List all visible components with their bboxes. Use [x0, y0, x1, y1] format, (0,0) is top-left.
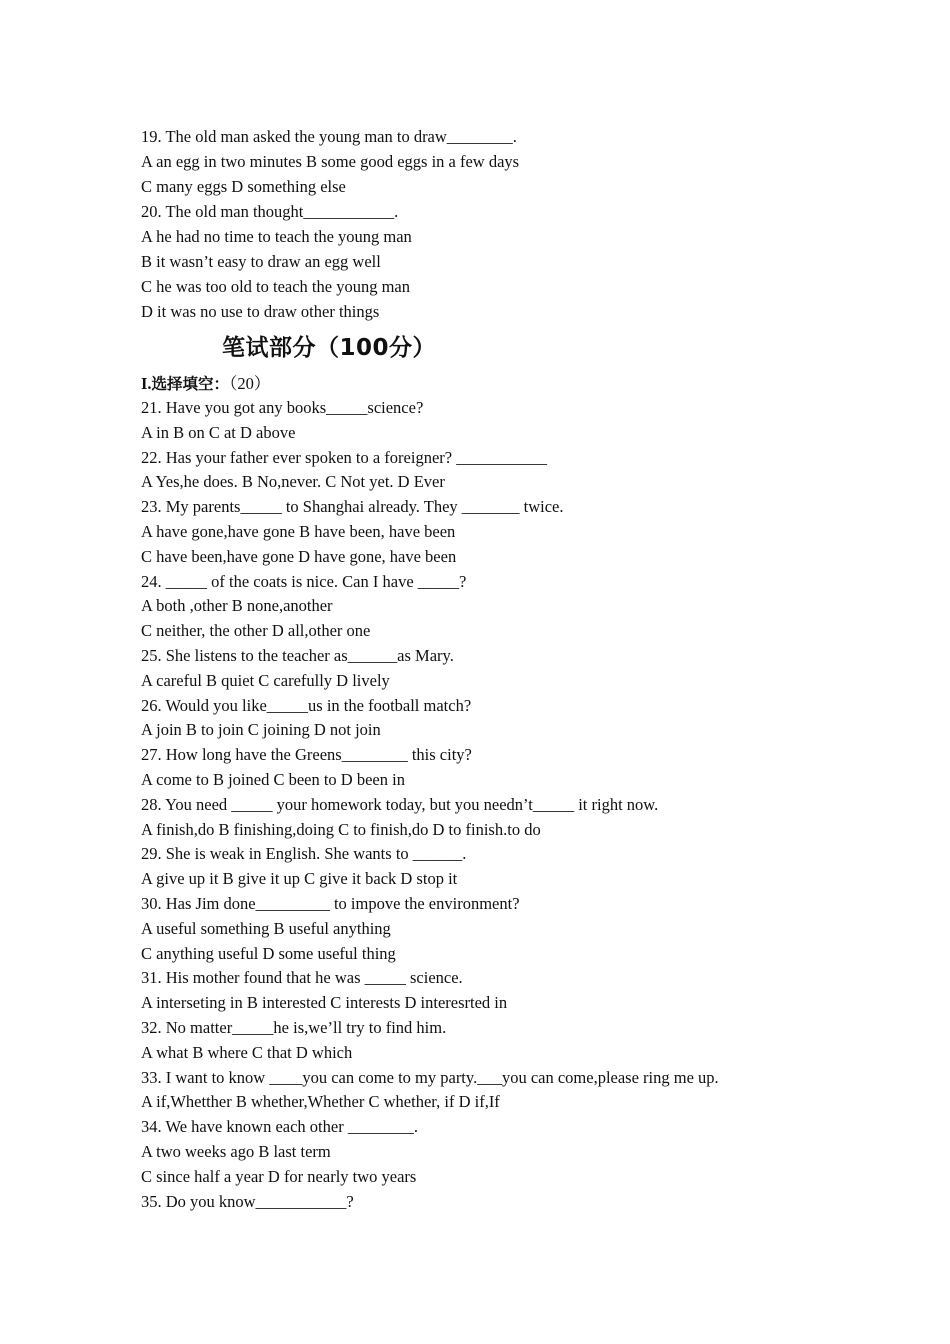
text-line: C neither, the other D all,other one: [141, 621, 371, 641]
text-line: 28. You need _____ your homework today, but you needn’t_____ it right now.: [141, 794, 659, 814]
text-line: C since half a year D for nearly two years: [141, 1166, 417, 1186]
text-line: A an egg in two minutes B some good eggs in a few days: [141, 152, 520, 171]
section-title-text: 选择填空：: [151, 375, 230, 393]
text-line: A in B on C at D above: [141, 422, 296, 442]
section-title: [141, 372, 901, 396]
text-line: A finish,do B finishing,doing C to finish,do D to finish.to do: [141, 819, 541, 839]
text-line: A two weeks ago B last term: [141, 1141, 331, 1161]
text-line: A he had no time to teach the young man: [141, 227, 412, 246]
text-line: C anything useful D some useful thing: [141, 943, 396, 963]
text-line: A if,Whetther B whether,Whether C whether, if D if,If: [141, 1092, 500, 1112]
text-line: C many eggs D something else: [141, 177, 346, 196]
text-line: 19. The old man asked the young man to draw________.: [141, 127, 517, 146]
text-line: A useful something B useful anything: [141, 918, 391, 938]
section-score: （20）: [229, 374, 271, 393]
text-line: C he was too old to teach the young man: [141, 277, 410, 296]
text-line: 30. Has Jim done_________ to impove the environment?: [141, 893, 520, 913]
text-line: 35. Do you know___________?: [141, 1191, 354, 1211]
text-line: 27. How long have the Greens________ this city?: [141, 745, 472, 765]
text-line: 23. My parents_____ to Shanghai already. They _______ twice.: [141, 497, 564, 517]
text-line: 20. The old man thought___________.: [141, 202, 399, 221]
text-line: 21. Have you got any books_____science?: [141, 398, 424, 417]
text-line: A join B to join C joining D not join: [141, 720, 381, 740]
document-page: [141, 124, 901, 1214]
text-line: A both ,other B none,another: [141, 596, 333, 616]
text-line: 26. Would you like_____us in the football match?: [141, 695, 472, 715]
text-line: 33. I want to know ____you can come to my party.___you can come,please ring me up.: [141, 1067, 719, 1087]
text-line: C have been,have gone D have gone, have been: [141, 546, 457, 566]
text-line: 31. His mother found that he was _____ science.: [141, 968, 463, 988]
text-line: A give up it B give it up C give it back D stop it: [141, 869, 458, 889]
text-line: 25. She listens to the teacher as______as Mary.: [141, 645, 454, 665]
questions-block-choice: [141, 396, 901, 1214]
text-line: D it was no use to draw other things: [141, 302, 380, 321]
section-roman-numeral: I.: [141, 374, 152, 393]
text-line: 22. Has your father ever spoken to a foreigner? ___________: [141, 447, 547, 467]
text-line: 34. We have known each other ________.: [141, 1117, 418, 1137]
text-line: A careful B quiet C carefully D lively: [141, 670, 390, 690]
text-line: A what B where C that D which: [141, 1042, 353, 1062]
text-line: A come to B joined C been to D been in: [141, 769, 405, 789]
section-heading: 笔试部分（100分）: [222, 335, 437, 361]
text-line: 29. She is weak in English. She wants to ______.: [141, 844, 467, 864]
text-line: 24. _____ of the coats is nice. Can I have _____?: [141, 571, 467, 591]
text-line: A Yes,he does. B No,never. C Not yet. D Ever: [141, 472, 445, 492]
text-line: A interseting in B interested C interests D interesrted in: [141, 993, 508, 1013]
questions-block-listening: [141, 124, 901, 324]
text-line: 32. No matter_____he is,we’ll try to find him.: [141, 1017, 447, 1037]
text-line: B it wasn’t easy to draw an egg well: [141, 252, 381, 271]
text-line: A have gone,have gone B have been, have been: [141, 521, 456, 541]
